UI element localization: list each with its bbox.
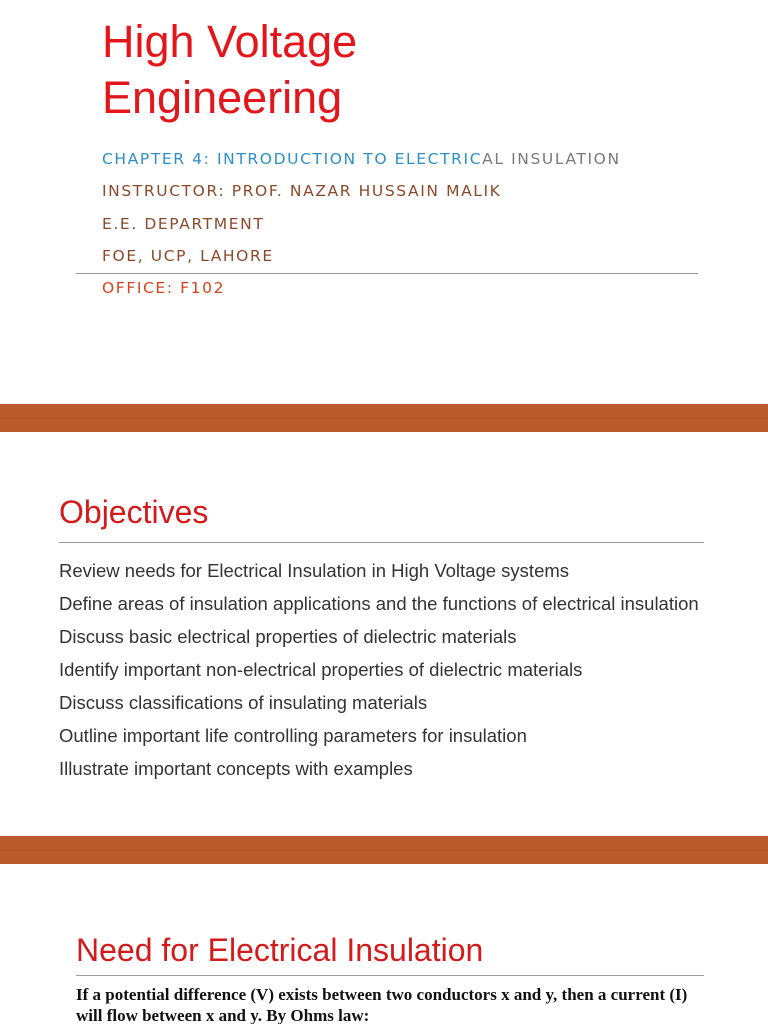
office-line: OFFICE: F102 (102, 279, 226, 297)
chapter-main-text: CHAPTER 4: INTRODUCTION TO ELECTRIC (102, 150, 483, 168)
insulation-need-title: Need for Electrical Insulation (76, 932, 484, 968)
objectives-slide (0, 432, 768, 836)
list-item: Discuss basic electrical properties of dielectric materials (59, 626, 517, 647)
list-item: Define areas of insulation applications and the functions of electrical insulation (59, 593, 699, 614)
instructor-line: INSTRUCTOR: PROF. NAZAR HUSSAIN MALIK (102, 182, 502, 200)
body-paragraph: If a potential difference (V) exists between two conductors x and y, then a current (I) will flow between x and y. By Ohms law: (76, 985, 688, 1024)
objectives-list (59, 560, 709, 791)
list-item: Outline important life controlling parameters for insulation (59, 725, 527, 746)
title-line-1: High Voltage (102, 16, 358, 67)
list-item: Discuss classifications of insulating materials (59, 692, 428, 713)
slide-separator-band (0, 404, 768, 432)
department-line: E.E. DEPARTMENT (102, 215, 265, 233)
slide-title (102, 14, 357, 126)
title-slide (0, 0, 768, 404)
faculty-line: FOE, UCP, LAHORE (102, 247, 274, 265)
slide-separator-band (0, 836, 768, 864)
insulation-need-slide (0, 864, 768, 1024)
divider-rule (76, 273, 698, 274)
list-item: Identify important non-electrical properties of dielectric materials (59, 659, 583, 680)
chapter-tail-text: AL INSULATION (482, 150, 621, 168)
objectives-title: Objectives (59, 494, 209, 530)
title-line-2: Engineering (102, 72, 343, 123)
divider-rule (59, 542, 704, 543)
list-item: Review needs for Electrical Insulation in High Voltage systems (59, 560, 570, 581)
list-item: Illustrate important concepts with examples (59, 758, 413, 779)
divider-rule (76, 975, 704, 976)
chapter-subtitle (102, 150, 621, 168)
